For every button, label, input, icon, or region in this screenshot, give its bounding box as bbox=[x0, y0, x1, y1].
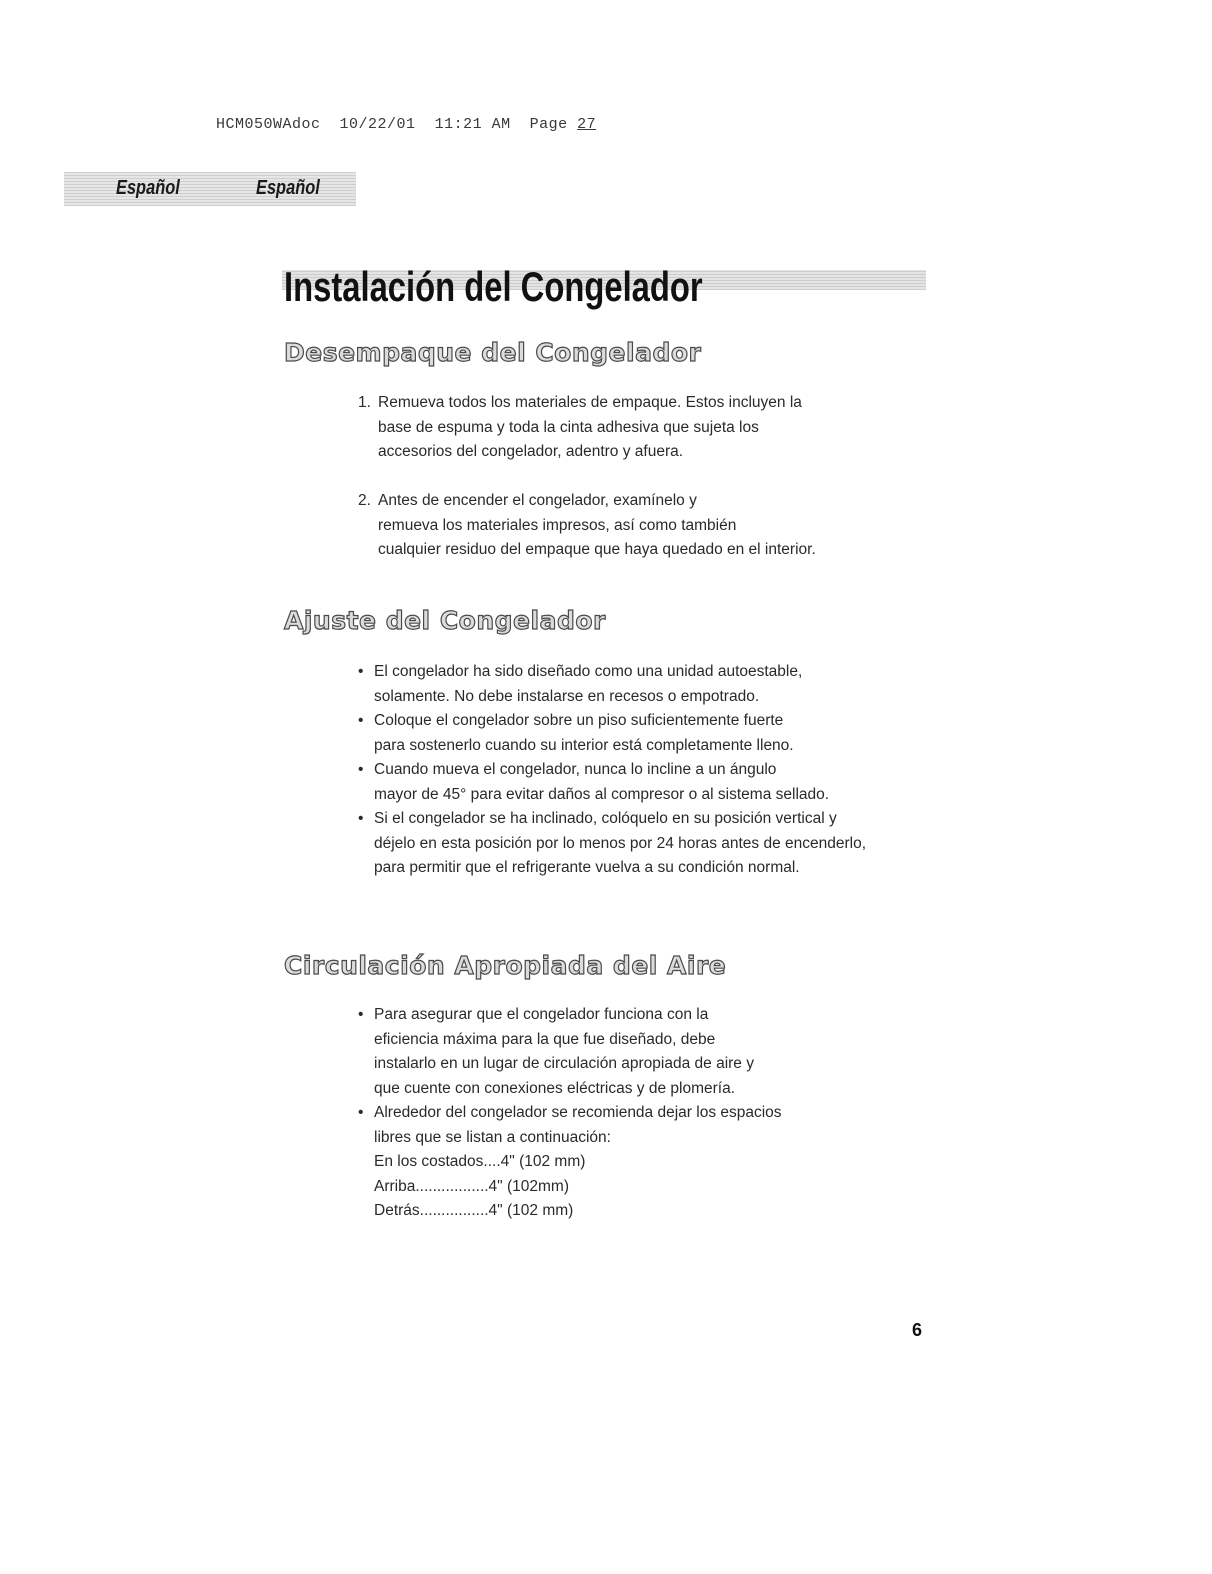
bullet-icon: • bbox=[358, 1006, 364, 1023]
item-line: Remueva todos los materiales de empaque. Estos incluyen la bbox=[378, 394, 802, 411]
bullet-icon: • bbox=[358, 712, 364, 729]
item-line: El congelador ha sido diseñado como una unidad autoestable, bbox=[374, 663, 803, 680]
item-line: Si el congelador se ha inclinado, colóquelo en su posición vertical y bbox=[374, 810, 837, 827]
slug-time: 11:21 AM bbox=[434, 116, 511, 133]
slug-page-label: Page bbox=[529, 116, 568, 133]
bullet-icon: • bbox=[358, 663, 364, 680]
item-line: solamente. No debe instalarse en recesos o empotrado. bbox=[374, 687, 760, 705]
bullet-icon: • bbox=[358, 761, 364, 778]
item-number: 2. bbox=[358, 492, 371, 509]
item-line: que cuente con conexiones eléctricas y de plomería. bbox=[374, 1079, 736, 1097]
language-tab-bar bbox=[64, 172, 356, 206]
language-tab: Español bbox=[256, 177, 320, 199]
item-line: déjelo en esta posición por lo menos por 24 horas antes de encenderlo, bbox=[374, 834, 867, 852]
bullet-icon: • bbox=[358, 810, 364, 827]
bullet-list-adjust bbox=[358, 660, 867, 881]
slug-page-ref: 27 bbox=[577, 116, 597, 133]
list-item bbox=[358, 660, 866, 709]
item-line: eficiencia máxima para la que fue diseñado, debe bbox=[374, 1030, 716, 1048]
bullet-icon: • bbox=[358, 1104, 364, 1121]
clearance-top: Arriba.................4" (102mm) bbox=[374, 1177, 569, 1195]
item-line: para sostenerlo cuando su interior está completamente lleno. bbox=[374, 736, 794, 754]
section-heading-adjust: Ajuste del Congelador bbox=[284, 606, 606, 635]
clearance-sides: En los costados....4" (102 mm) bbox=[374, 1153, 586, 1170]
item-line: accesorios del congelador, adentro y afuera. bbox=[378, 443, 684, 460]
list-item bbox=[358, 1003, 782, 1101]
item-line: Alrededor del congelador se recomienda dejar los espacios bbox=[374, 1104, 782, 1121]
list-item bbox=[358, 807, 867, 881]
item-line: cualquier residuo del empaque que haya quedado en el interior. bbox=[378, 541, 816, 558]
print-slug bbox=[216, 116, 596, 133]
item-line: para permitir que el refrigerante vuelva a su condición normal. bbox=[374, 859, 800, 876]
section-heading-air: Circulación Apropiada del Aire bbox=[284, 951, 727, 980]
slug-date: 10/22/01 bbox=[339, 116, 416, 133]
item-line: mayor de 45° para evitar daños al compresor o al sistema sellado. bbox=[374, 785, 830, 803]
item-line: remueva los materiales impresos, así como también bbox=[378, 516, 737, 534]
list-item bbox=[358, 391, 802, 465]
list-item bbox=[358, 709, 866, 758]
section-heading-unpack: Desempaque del Congelador bbox=[284, 338, 702, 367]
item-line: libres que se listan a continuación: bbox=[374, 1128, 611, 1146]
item-line: Para asegurar que el congelador funciona con la bbox=[374, 1006, 709, 1023]
item-line: Cuando mueva el congelador, nunca lo incline a un ángulo bbox=[374, 761, 777, 778]
item-line: instalarlo en un lugar de circulación apropiada de aire y bbox=[374, 1055, 754, 1072]
page-number: 6 bbox=[912, 1320, 923, 1340]
list-item bbox=[358, 489, 816, 563]
language-tab: Español bbox=[116, 177, 180, 199]
clearance-back: Detrás................4" (102 mm) bbox=[374, 1202, 574, 1219]
list-item bbox=[358, 1101, 782, 1224]
item-line: Antes de encender el congelador, examínelo y bbox=[378, 492, 697, 509]
bullet-list-air bbox=[358, 1003, 782, 1224]
item-line: Coloque el congelador sobre un piso suficientemente fuerte bbox=[374, 712, 784, 729]
item-number: 1. bbox=[358, 394, 371, 411]
list-item bbox=[358, 758, 866, 807]
item-line: base de espuma y toda la cinta adhesiva que sujeta los bbox=[378, 418, 759, 436]
slug-file: HCM050WAdoc bbox=[216, 116, 321, 133]
page-title: Instalación del Congelador bbox=[284, 263, 703, 310]
